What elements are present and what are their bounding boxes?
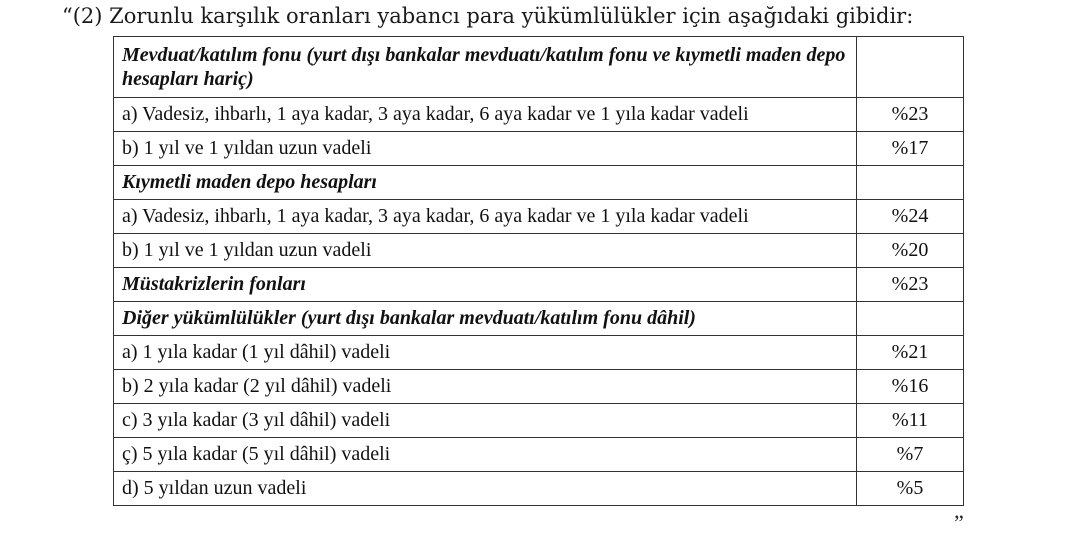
table-row <box>114 98 964 132</box>
table-row <box>114 166 964 200</box>
table-row <box>114 336 964 370</box>
row-label: a) Vadesiz, ihbarlı, 1 aya kadar, 3 aya kadar, 6 aya kadar ve 1 yıla kadar vadeli <box>114 200 857 234</box>
table-row <box>114 37 964 98</box>
table-row <box>114 268 964 302</box>
row-rate: %11 <box>857 404 964 438</box>
row-label: ç) 5 yıla kadar (5 yıl dâhil) vadeli <box>114 438 857 472</box>
row-label: b) 2 yıla kadar (2 yıl dâhil) vadeli <box>114 370 857 404</box>
row-rate <box>857 37 964 98</box>
row-label: Diğer yükümlülükler (yurt dışı bankalar mevduatı/katılım fonu dâhil) <box>114 302 857 336</box>
table-row <box>114 132 964 166</box>
reserve-rate-table <box>113 36 964 506</box>
row-rate: %5 <box>857 472 964 506</box>
row-rate: %23 <box>857 268 964 302</box>
table-row <box>114 234 964 268</box>
row-label: d) 5 yıldan uzun vadeli <box>114 472 857 506</box>
row-label: b) 1 yıl ve 1 yıldan uzun vadeli <box>114 132 857 166</box>
row-label: Müstakrizlerin fonları <box>114 268 857 302</box>
intro-paragraph: “(2) Zorunlu karşılık oranları yabancı para yükümlülükler için aşağıdaki gibidir: <box>62 4 914 28</box>
row-rate: %16 <box>857 370 964 404</box>
closing-quote-mark: ” <box>954 510 964 535</box>
row-label: c) 3 yıla kadar (3 yıl dâhil) vadeli <box>114 404 857 438</box>
row-label: b) 1 yıl ve 1 yıldan uzun vadeli <box>114 234 857 268</box>
row-label: a) 1 yıla kadar (1 yıl dâhil) vadeli <box>114 336 857 370</box>
row-rate <box>857 302 964 336</box>
table-row <box>114 404 964 438</box>
table-row <box>114 472 964 506</box>
row-rate: %21 <box>857 336 964 370</box>
row-rate: %17 <box>857 132 964 166</box>
table-row <box>114 438 964 472</box>
row-label: Kıymetli maden depo hesapları <box>114 166 857 200</box>
row-label: a) Vadesiz, ihbarlı, 1 aya kadar, 3 aya kadar, 6 aya kadar ve 1 yıla kadar vadeli <box>114 98 857 132</box>
row-rate: %24 <box>857 200 964 234</box>
row-label: Mevduat/katılım fonu (yurt dışı bankalar mevduatı/katılım fonu ve kıymetli maden depo hesapları hariç) <box>114 37 857 98</box>
row-rate <box>857 166 964 200</box>
table-row <box>114 302 964 336</box>
row-rate: %23 <box>857 98 964 132</box>
row-rate: %20 <box>857 234 964 268</box>
table-row <box>114 200 964 234</box>
row-rate: %7 <box>857 438 964 472</box>
table-row <box>114 370 964 404</box>
